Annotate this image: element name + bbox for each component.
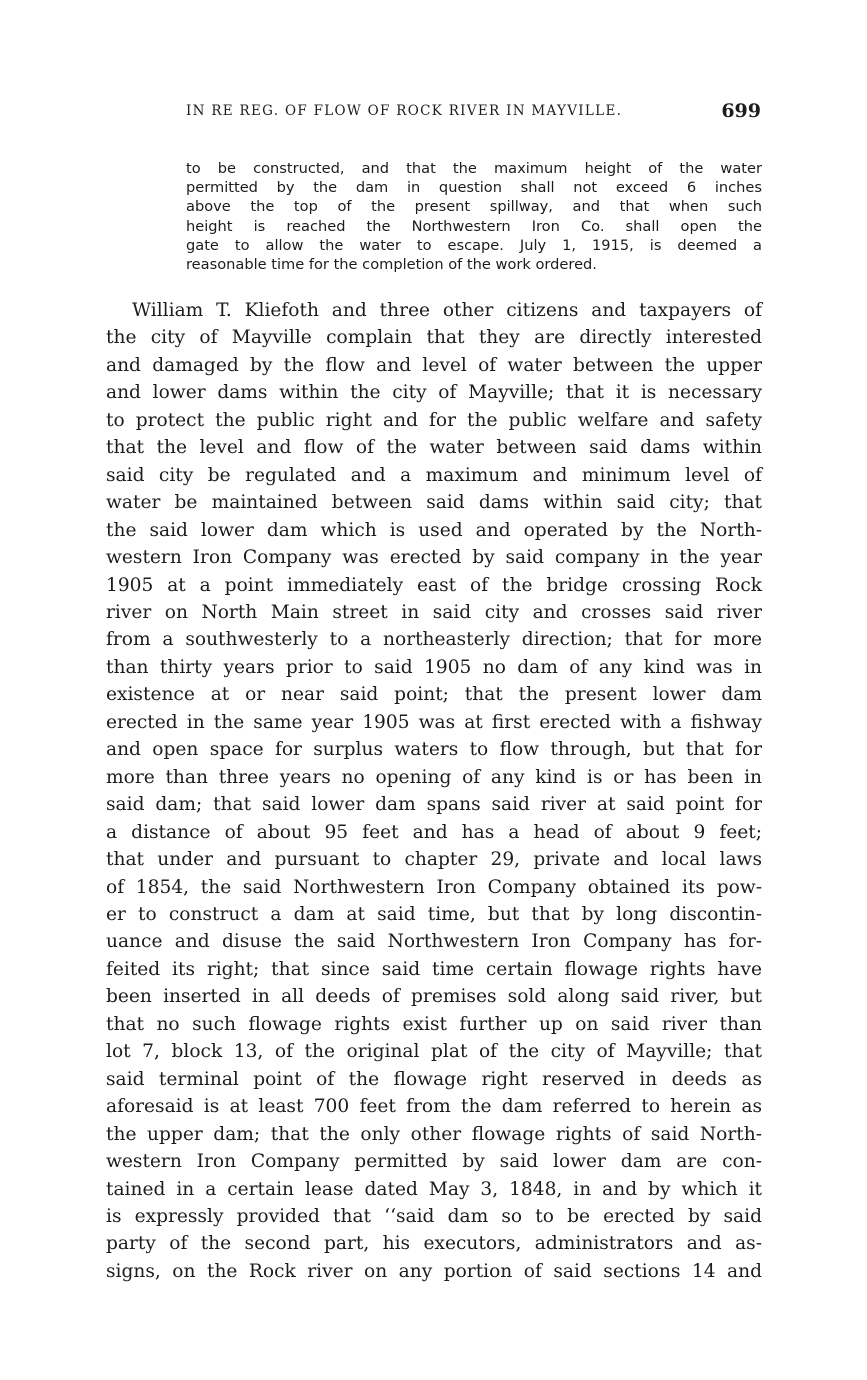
body-line: existence at or near said point; that the present lower dam bbox=[106, 684, 762, 706]
body-line: is expressly provided that ‘‘said dam so to be erected by said bbox=[106, 1205, 762, 1227]
body-line: lot 7, block 13, of the original plat of the city of Mayville; that bbox=[106, 1041, 762, 1063]
body-line: river on North Main street in said city and crosses said river bbox=[106, 601, 762, 623]
body-line: that no such flowage rights exist further up on said river than bbox=[106, 1013, 762, 1035]
headnote bbox=[186, 159, 762, 274]
body-line: and lower dams within the city of Mayville; that it is necessary bbox=[106, 382, 762, 404]
body-line: er to construct a dam at said time, but that by long discontin- bbox=[106, 903, 762, 925]
body-line: said dam; that said lower dam spans said river at said point for bbox=[106, 794, 762, 816]
page-number: 699 bbox=[721, 100, 761, 122]
headnote-line: gate to allow the water to escape. July 1, 1915, is deemed a bbox=[186, 236, 762, 254]
body-line: tained in a certain lease dated May 3, 1848, in and by which it bbox=[106, 1178, 762, 1200]
body-line: William T. Kliefoth and three other citizens and taxpayers of bbox=[132, 300, 762, 321]
body-line: from a southwesterly to a northeasterly direction; that for more bbox=[106, 629, 762, 651]
body-line: party of the second part, his executors, administrators and as- bbox=[106, 1233, 762, 1255]
body-line: of 1854, the said Northwestern Iron Company obtained its pow- bbox=[106, 876, 762, 898]
body-line: the city of Mayville complain that they are directly interested bbox=[106, 327, 762, 349]
body-line: western Iron Company was erected by said company in the year bbox=[106, 547, 762, 569]
body-line: erected in the same year 1905 was at first erected with a fishway bbox=[106, 711, 762, 733]
body-line: signs, on the Rock river on any portion of said sections 14 and bbox=[106, 1260, 762, 1282]
body-line: that the level and flow of the water between said dams within bbox=[106, 437, 762, 459]
headnote-line: above the top of the present spillway, and that when such bbox=[186, 198, 762, 216]
body-line: than thirty years prior to said 1905 no dam of any kind was in bbox=[106, 656, 762, 678]
body-line: more than three years no opening of any kind is or has been in bbox=[106, 766, 762, 788]
body-line: and damaged by the flow and level of water between the upper bbox=[106, 354, 762, 376]
body-line: aforesaid is at least 700 feet from the dam referred to herein as bbox=[106, 1096, 762, 1118]
body-line: said terminal point of the flowage right reserved in deeds as bbox=[106, 1068, 762, 1090]
body-line: the upper dam; that the only other flowage rights of said North- bbox=[106, 1123, 762, 1145]
body-line: water be maintained between said dams within said city; that bbox=[106, 492, 762, 514]
headnote-line: reasonable time for the completion of the work ordered. bbox=[186, 256, 597, 274]
headnote-line: height is reached the Northwestern Iron Co. shall open the bbox=[186, 217, 762, 235]
headnote-line: to be constructed, and that the maximum height of the water bbox=[186, 160, 762, 177]
body-line: been inserted in all deeds of premises sold along said river, but bbox=[106, 986, 762, 1008]
body-line: the said lower dam which is used and operated by the North- bbox=[106, 519, 762, 541]
page-header bbox=[186, 100, 761, 124]
body-line: to protect the public right and for the public welfare and safety bbox=[106, 409, 762, 431]
body-line: 1905 at a point immediately east of the bridge crossing Rock bbox=[106, 574, 762, 596]
body-line: and open space for surplus waters to flow through, but that for bbox=[106, 739, 762, 761]
body-line: that under and pursuant to chapter 29, private and local laws bbox=[106, 849, 762, 871]
body-line: said city be regulated and a maximum and minimum level of bbox=[106, 464, 762, 486]
body-line: a distance of about 95 feet and has a head of about 9 feet; bbox=[106, 821, 762, 843]
body-paragraph bbox=[106, 297, 762, 1285]
body-line: feited its right; that since said time certain flowage rights have bbox=[106, 958, 762, 980]
headnote-line: permitted by the dam in question shall not exceed 6 inches bbox=[186, 179, 762, 197]
body-line: western Iron Company permitted by said lower dam are con- bbox=[106, 1151, 762, 1173]
body-line: uance and disuse the said Northwestern Iron Company has for- bbox=[106, 931, 762, 953]
running-head: IN RE REG. OF FLOW OF ROCK RIVER IN MAYVILLE. bbox=[186, 103, 623, 119]
